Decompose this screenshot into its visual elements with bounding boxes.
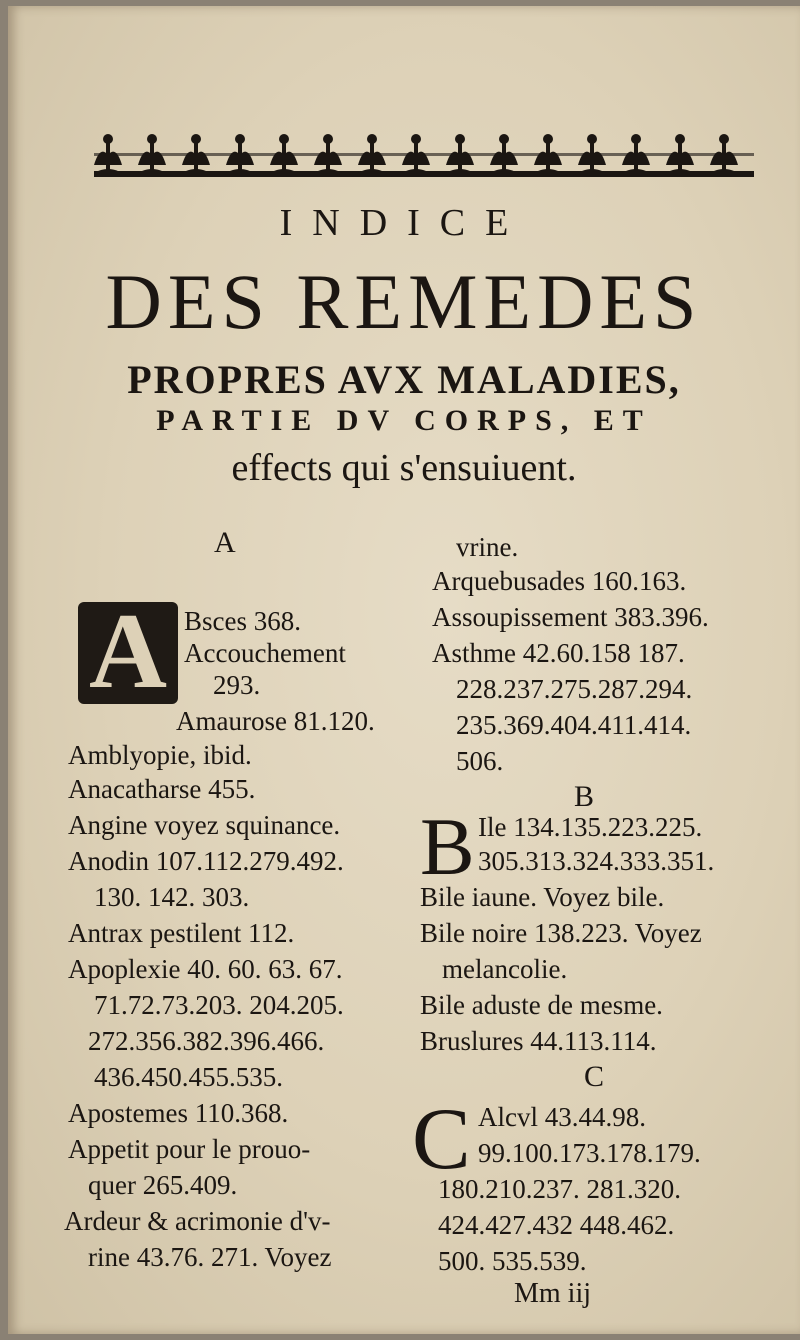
entry-line: 228.237.275.287.294. (456, 674, 693, 704)
entry-line: melancolie. (442, 954, 568, 984)
entry-line: Anacatharse 455. (68, 774, 256, 804)
entry-line: 71.72.73.203. 204.205. (94, 990, 344, 1020)
entry-line: Apoplexie 40. 60. 63. 67. (68, 954, 343, 984)
entry-line: 293. (213, 670, 261, 700)
entry-line: 130. 142. 303. (94, 882, 250, 912)
entry-line: Bile noire 138.223. Voyez (420, 918, 702, 948)
entry-line: rine 43.76. 271. Voyez (88, 1242, 332, 1272)
title-indice: INDICE (279, 202, 529, 244)
entry-line: 436.450.455.535. (94, 1062, 283, 1092)
entry-line: 99.100.173.178.179. (478, 1138, 701, 1168)
entry-line: Bile aduste de mesme. (420, 990, 663, 1020)
ornamental-headband (94, 131, 754, 189)
entry-line: Anodin 107.112.279.492. (68, 846, 344, 876)
dropcap-a: A (89, 592, 167, 711)
entry-line: Ile 134.135.223.225. (478, 812, 703, 842)
entry-line: 500. 535.539. (438, 1246, 587, 1276)
entry-line: Bsces 368. (184, 606, 301, 636)
entry-line: Assoupissement 383.396. (432, 602, 709, 632)
entry-line: Amaurose 81.120. (176, 706, 375, 736)
entry-line: Bruslures 44.113.114. (420, 1026, 657, 1056)
entry-line: 305.313.324.333.351. (478, 846, 715, 876)
entry-line: Amblyopie, ibid. (68, 740, 252, 770)
title-remedes: DES REMEDES (105, 258, 703, 345)
subtitle-partie: PARTIE DV CORPS, ET (156, 404, 652, 437)
entry-line: Apostemes 110.368. (68, 1098, 289, 1128)
entry-line: 506. (456, 746, 504, 776)
entry-line: Accouchement (184, 638, 346, 668)
entry-line: Antrax pestilent 112. (68, 918, 295, 948)
entry-line: 424.427.432 448.462. (438, 1210, 675, 1240)
entry-line: Bile iaune. Voyez bile. (420, 882, 665, 912)
book-page (8, 6, 800, 1334)
entry-line: vrine. (456, 532, 519, 562)
dropcap-b: B (420, 801, 475, 892)
subtitle-effects: effects qui s'ensuiuent. (231, 447, 577, 489)
entry-line: Angine voyez squinance. (68, 810, 341, 840)
dropcap-a-ornament (78, 592, 178, 711)
section-letter-b: B (574, 780, 595, 813)
entry-line: Arquebusades 160.163. (432, 566, 687, 596)
dropcap-c: C (412, 1091, 471, 1188)
signature-mark: Mm iij (514, 1278, 592, 1309)
section-letter-a: A (214, 526, 236, 559)
entry-line: 180.210.237. 281.320. (438, 1174, 681, 1204)
entry-line: Alcvl 43.44.98. (478, 1102, 646, 1132)
entry-line: Ardeur & acrimonie d'v- (64, 1206, 331, 1236)
section-letter-c: C (584, 1060, 605, 1093)
subtitle-propres: PROPRES AVX MALADIES, (127, 357, 681, 402)
entry-line: Asthme 42.60.158 187. (432, 638, 685, 668)
entry-line: 235.369.404.411.414. (456, 710, 692, 740)
entry-line: 272.356.382.396.466. (88, 1026, 325, 1056)
entry-line: Appetit pour le prouo- (68, 1134, 311, 1164)
entry-line: quer 265.409. (88, 1170, 238, 1200)
